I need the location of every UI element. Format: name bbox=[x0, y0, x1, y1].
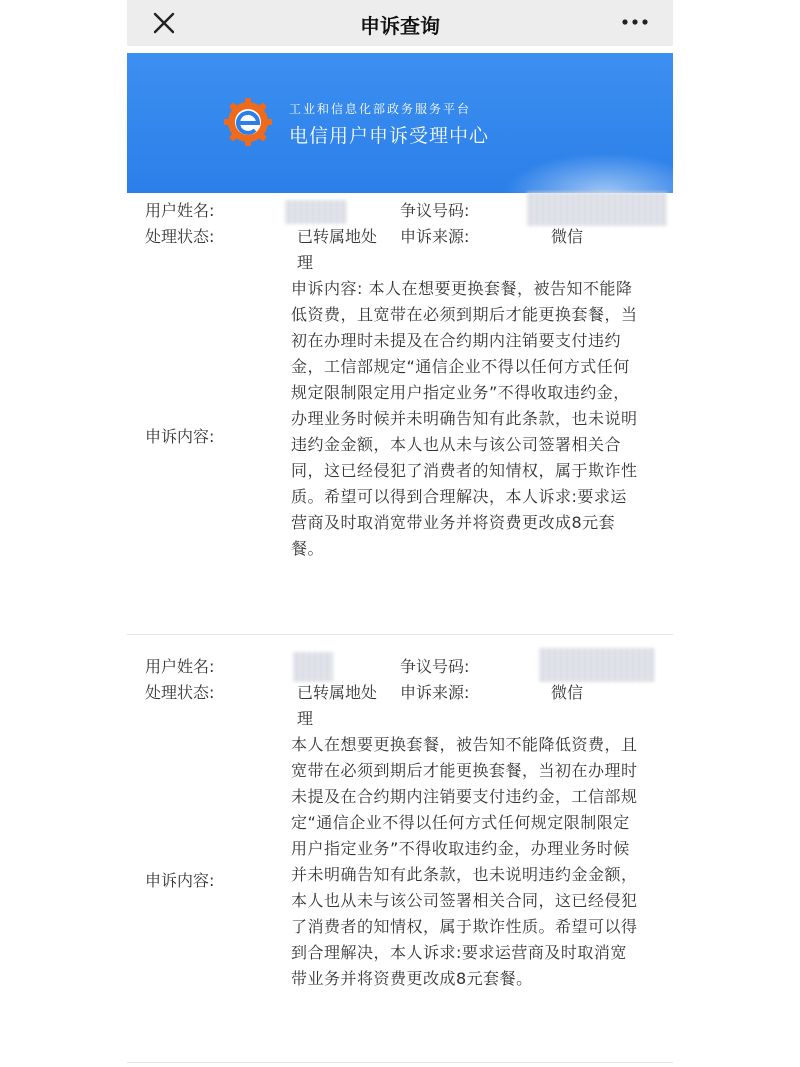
user-name-label: 用户姓名: bbox=[145, 201, 215, 220]
redacted-user-name bbox=[293, 652, 333, 682]
record-divider bbox=[127, 1062, 673, 1063]
redacted-dispute-number bbox=[539, 648, 655, 682]
org-center-name: 电信用户申诉受理中心 bbox=[289, 125, 490, 147]
source-label: 申诉来源: bbox=[400, 683, 470, 702]
content-label: 申诉内容: bbox=[145, 427, 215, 446]
status-value-cont: 理 bbox=[297, 253, 314, 272]
status-label: 处理状态: bbox=[145, 683, 215, 702]
source-value: 微信 bbox=[551, 683, 584, 702]
status-value: 已转属地处 bbox=[297, 227, 378, 246]
redacted-dispute-number bbox=[527, 192, 667, 226]
status-value-cont: 理 bbox=[297, 709, 314, 728]
content-label: 申诉内容: bbox=[145, 871, 215, 890]
status-label: 处理状态: bbox=[145, 227, 215, 246]
complaint-query-page bbox=[127, 0, 673, 1067]
record-divider bbox=[127, 634, 673, 635]
header-banner bbox=[127, 53, 673, 193]
complaint-content: 本人在想要更换套餐，被告知不能降低资费，且宽带在必须到期后才能更换套餐，当初在办理时未提及在合约期内注销要支付违约金，工信部规定“通信企业不得以任何方式任何规定限制限定用户指定业务”不得收取违约金，办理业务时候并未明确告知有此条款，也未说明违约金金额，本人也从未与该公司签署相关合同，这已经侵犯了消费者的知情权，属于欺诈性质。希望可以得到合理解决，本人诉求:要求运营商及时取消宽带业务并将资费更改成8元套餐。 bbox=[291, 735, 638, 988]
org-platform-name: 工业和信息化部政务服务平台 bbox=[289, 102, 472, 116]
redacted-user-name bbox=[285, 200, 347, 224]
navbar bbox=[127, 0, 673, 46]
user-name-label: 用户姓名: bbox=[145, 657, 215, 676]
miit-gear-logo-icon bbox=[223, 97, 273, 147]
complaint-content: 申诉内容: 本人在想要更换套餐，被告知不能降低资费，且宽带在必须到期后才能更换套餐，当初在办理时未提及在合约期内注销要支付违约金，工信部规定“通信企业不得以任何方式任何规定限制限定用户指定业务”不得收取违约金，办理业务时候并未明确告知有此条款，也未说明违约金金额，本人也从未与该公司签署相关合同，这已经侵犯了消费者的知情权，属于欺诈性质。希望可以得到合理解决，本人诉求:要求运营商及时取消宽带业务并将资费更改成8元套餐。 bbox=[291, 279, 638, 558]
redaction-noise bbox=[503, 153, 673, 193]
source-value: 微信 bbox=[551, 227, 584, 246]
page-title: 申诉查询 bbox=[360, 14, 440, 38]
more-icon[interactable] bbox=[621, 12, 649, 32]
status-value: 已转属地处 bbox=[297, 683, 378, 702]
dispute-number-label: 争议号码: bbox=[400, 657, 470, 676]
dispute-number-label: 争议号码: bbox=[400, 201, 470, 220]
source-label: 申诉来源: bbox=[400, 227, 470, 246]
